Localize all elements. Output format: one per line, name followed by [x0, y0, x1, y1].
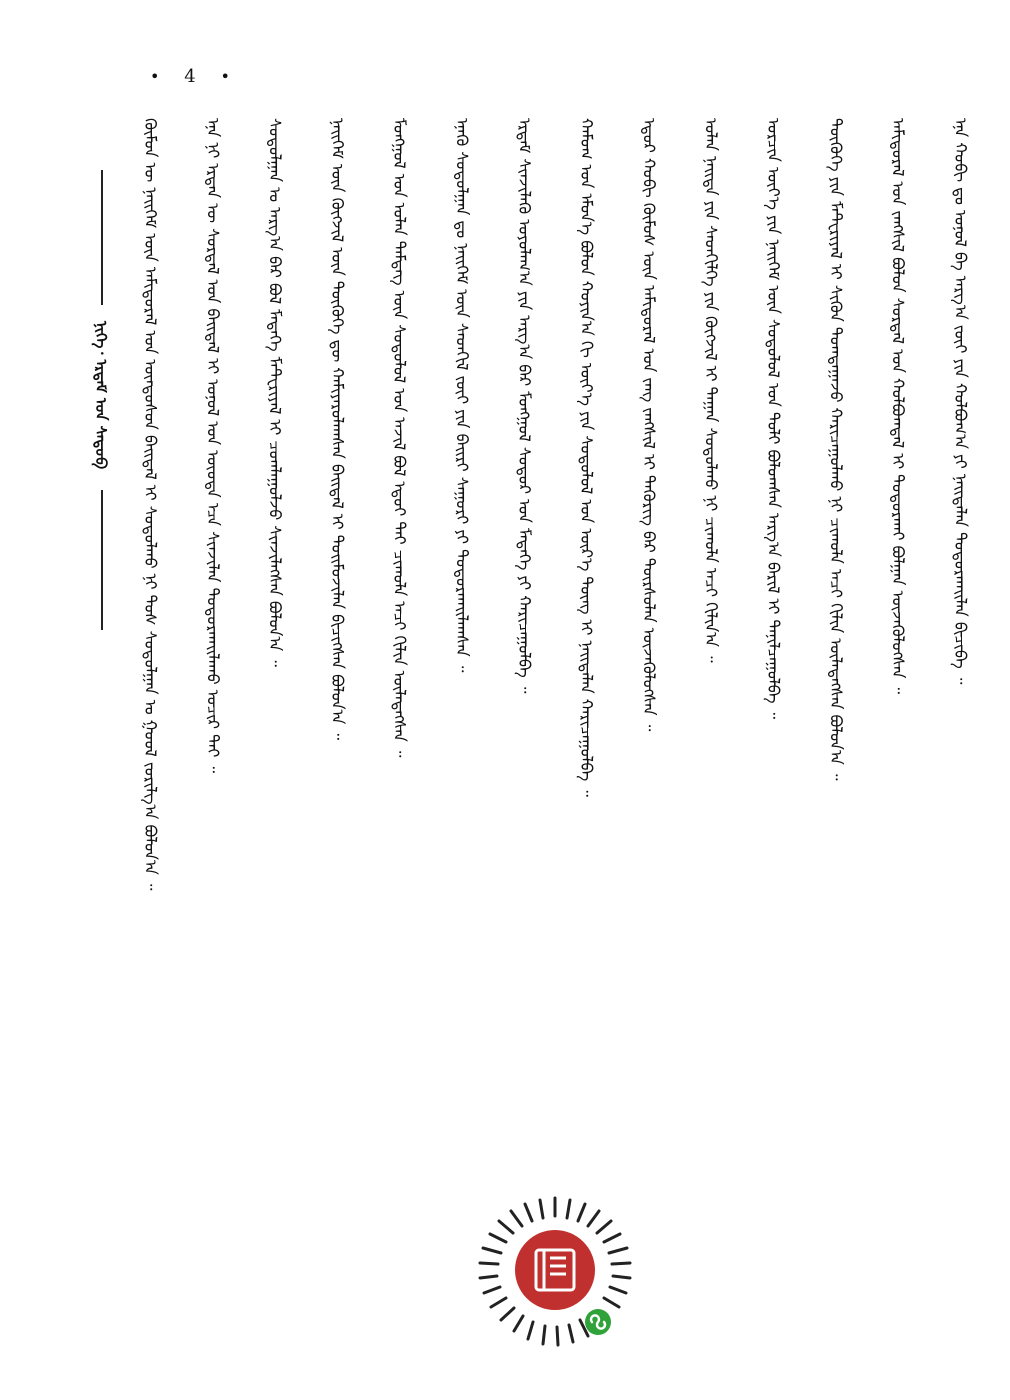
text-line: ᠰᠤᠳᠤᠯᠭᠠᠨ ᠤ ᠠᠷᠭ᠎ᠠ ᠪᠠᠷ ᠪᠣᠯ ᠮᠡᠳᠡᠭᠡ ᠮᠠᠲ᠋ᠸᠷᠢᠶᠠᠯ ᠢ ᠴᠤᠭᠯᠠᠭᠤᠯᠵᠤ ᠰᠢᠨᠵᠢᠯᠡᠭᠰᠡᠨ ᠪᠣᠯᠤᠨ᠎ᠠ ᠃ — [265, 118, 285, 667]
text-line: ᠨᠡᠢᠭᠡᠮ ᠦᠨ ᠬᠥᠭᠵᠢᠯ ᠦᠨ ᠲᠦᠭᠦᠬᠡ ᠳᠦ ᠬᠠᠮᠢᠶᠠᠷᠤᠯᠠᠭᠰᠠᠨ ᠪᠠᠢᠳᠠᠯ ᠢ ᠲᠣᠢᠮᠤᠵᠢᠯᠠᠨ ᠪᠢᠴᠢᠭᠰᠡᠨ ᠪᠣᠯᠤᠨ᠎ᠠ ᠃ — [327, 118, 347, 741]
text-line: ᠡᠨᠡ ᠬᠤᠪᠢ ᠳᠤ ᠣᠨᠣᠯ ᠪᠠ ᠠᠷᠭ᠎ᠠ ᠵᠦᠢ ᠶᠢᠨ ᠬᠣᠯᠪᠣᠭ᠎ᠠ ᠶᠢ ᠨᠡᠢᠲᠡᠯᠡᠨ ᠲᠣᠳᠤᠷᠬᠠᠢᠯᠠᠨ ᠪᠢᠴᠢᠪᠡ ᠃ — [950, 118, 970, 685]
mini-program-qr-code-icon[interactable] — [470, 1190, 640, 1360]
text-line: ᠮᠣᠩᠭᠣᠯ ᠤᠨ ᠣᠯᠠᠨ ᠲᠡᠮᠳᠡᠭ ᠦᠨ ᠰᠤᠳᠤᠯᠤᠯ ᠤᠨ ᠠᠵᠢᠯ ᠪᠣᠯ ᠡᠳᠦᠢ ᠲᠡᠢ ᠴᠢᠬᠤᠯᠠ ᠠᠴᠢ ᠬᠢᠯᠢᠨ ᠦᠯᠡᠳᠡᠭᠰᠡᠨ ᠃ — [390, 118, 410, 758]
text-line: ᠬᠦᠮᠦᠨ ᠦ ᠨᠡᠢᠭᠡᠮ ᠦᠨ ᠠᠮᠢᠳᠤᠷᠠᠯ ᠤᠨ ᠦᠨᠳᠦᠰᠦᠨ ᠪᠠᠢᠳᠠᠯ ᠢ ᠰᠤᠳᠤᠯᠬᠤ ᠨᠢ ᠲᠤᠰ ᠰᠤᠳᠤᠯᠭᠠᠨ ᠤ ᠭᠤᠤᠯ ᠵᠣᠷᠢᠯᠭ᠎ᠠ ᠪᠣᠯᠤᠨ᠎ᠠ ᠃ — [141, 118, 160, 891]
text-line: ᠬᠠᠮᠤᠭ ᠤᠨ ᠡᠮᠦᠨ᠎ᠡ ᠪᠣᠯᠤᠨ ᠬᠣᠶᠢᠨ᠎ᠠ ᠬᠢ ᠦᠶ᠎ᠡ ᠶᠢᠨ ᠰᠤᠳᠤᠯᠤᠯ ᠤᠨ ᠦᠷ᠎ᠡ ᠳᠦᠩ ᠢ ᠨᠡᠢᠲᠡᠯᠡᠨ ᠬᠠᠷᠢᠴᠠᠭᠤᠯᠪᠠ ᠃ — [577, 118, 597, 797]
text-line: ᠡᠳᠦᠷ ᠬᠤᠪᠢ ᠬᠥᠮᠦᠰ ᠦᠨ ᠠᠮᠢᠳᠤᠷᠠᠯ ᠤᠨ ᠵᠠᠩ ᠵᠠᠩᠱᠢᠯ ᠢ ᠲᠡᠭᠦᠷᠢᠭ ᠪᠠᠷ ᠳᠦᠷᠰᠦᠯᠡᠨ ᠦᠵᠡᠭᠦᠯᠦᠭᠰᠡᠨ ᠃ — [639, 118, 659, 732]
text-line: ᠲᠦᠭᠦᠬᠡ ᠶᠢᠨ ᠮᠠᠲ᠋ᠸᠷᠢᠶᠠᠯ ᠢ ᠰᠢᠭᠦᠨ ᠲᠣᠭᠲᠠᠭᠠᠵᠤ ᠬᠠᠷᠢᠴᠠᠭᠤᠯᠬᠤ ᠨᠢ ᠴᠢᠬᠤᠯᠠ ᠠᠴᠢ ᠬᠢᠯᠢᠨ ᠦᠯᠡᠳᠡᠭᠰᠡᠨ ᠪᠣᠯᠤᠨ᠎ᠠ ᠃ — [826, 118, 846, 781]
header-rule-bottom — [101, 490, 103, 630]
running-header-title: ᠨᠢᠭᠡ᠂ ᠡᠷᠳᠡᠮ ᠤᠨ ᠰᠡᠳᠦᠪ — [92, 320, 110, 470]
text-line: ᠡᠨᠡ ᠨᠢ ᠡᠷᠲᠡᠨ ᠦ ᠰᠤᠷᠲᠠᠯ ᠤᠨ ᠪᠠᠢᠳᠠᠯ ᠢ ᠣᠨᠣᠯ ᠤᠨ ᠦᠦᠳᠡ ᠡᠴᠡ ᠰᠢᠨᠵᠢᠯᠡᠨ ᠲᠣᠳᠤᠷᠬᠠᠢᠯᠠᠬᠤ ᠤᠴᠢᠷ ᠲᠠᠢ ᠃ — [203, 118, 223, 774]
text-line: ᠣᠯᠠᠨ ᠨᠡᠢᠲᠡ ᠶᠢᠨ ᠰᠡᠳᠬᠢᠯᠭᠡ ᠶᠢᠨ ᠬᠥᠭᠵᠢᠯ ᠢ ᠳᠠᠭᠠᠨ ᠰᠤᠳᠤᠯᠬᠤ ᠨᠢ ᠴᠢᠬᠤᠯᠠ ᠠᠴᠢ ᠬᠢᠯᠢᠨ᠎ᠠ ᠃ — [701, 118, 721, 663]
qr-code-graphic — [470, 1190, 640, 1360]
body-text — [135, 118, 975, 1323]
text-line: ᠡᠷᠳᠡᠮ ᠰᠢᠨᠵᠢᠯᠡᠬᠦ ᠤᠶᠤᠯᠠᠭ᠎ᠠ ᠶᠢᠨ ᠠᠷᠭ᠎ᠠ ᠪᠠᠷ ᠮᠣᠩᠭᠣᠯ ᠰᠤᠳᠤᠷ ᠤᠨ ᠮᠡᠳᠡᠭᠡ ᠶᠢ ᠬᠠᠷᠢᠴᠠᠭᠤᠯᠪᠠ ᠃ — [514, 118, 534, 694]
text-line: ᠡᠨᠡᠬᠦ ᠰᠤᠳᠤᠯᠭᠠᠨ ᠳᠤ ᠨᠡᠢᠭᠡᠮ ᠦᠨ ᠰᠡᠳᠬᠢᠯ ᠵᠦᠢ ᠶᠢᠨ ᠪᠠᠢᠷᠢ ᠰᠠᠭᠤᠷᠢ ᠶᠢ ᠲᠣᠳᠤᠷᠬᠠᠢᠯᠠᠭᠰᠠᠨ ᠃ — [452, 118, 472, 673]
text-line: ᠠᠮᠢᠳᠤᠷᠠᠯ ᠤᠨ ᠵᠠᠩᠱᠢᠯ ᠪᠣᠯᠤᠨ ᠰᠤᠷᠲᠠᠯ ᠤᠨ ᠬᠣᠯᠪᠣᠭᠳᠠᠯ ᠢ ᠲᠣᠳᠤᠷᠬᠠᠢ ᠪᠣᠯᠭᠠᠨ ᠦᠵᠡᠭᠦᠯᠦᠭᠰᠡᠨ ᠃ — [888, 118, 908, 695]
header-rule-top — [101, 170, 103, 305]
page-number-dot-left: • — [150, 67, 160, 86]
text-line: ᠣᠷᠴᠢᠨ ᠦᠶ᠎ᠡ ᠶᠢᠨ ᠨᠡᠢᠭᠡᠮ ᠦᠨ ᠰᠤᠳᠤᠯᠤᠯ ᠤᠨ ᠲᠣᠯᠢ ᠪᠣᠯᠤᠭᠰᠠᠨ ᠠᠷᠭ᠎ᠠ ᠪᠠᠷᠢᠯ ᠢ ᠲᠠᠨᠢᠯᠴᠠᠭᠤᠯᠪᠠ ᠃ — [763, 118, 783, 720]
running-header — [82, 170, 122, 630]
page-number — [150, 62, 230, 92]
page-number-value: 4 — [184, 66, 196, 87]
page-number-dot-right: • — [220, 67, 230, 86]
